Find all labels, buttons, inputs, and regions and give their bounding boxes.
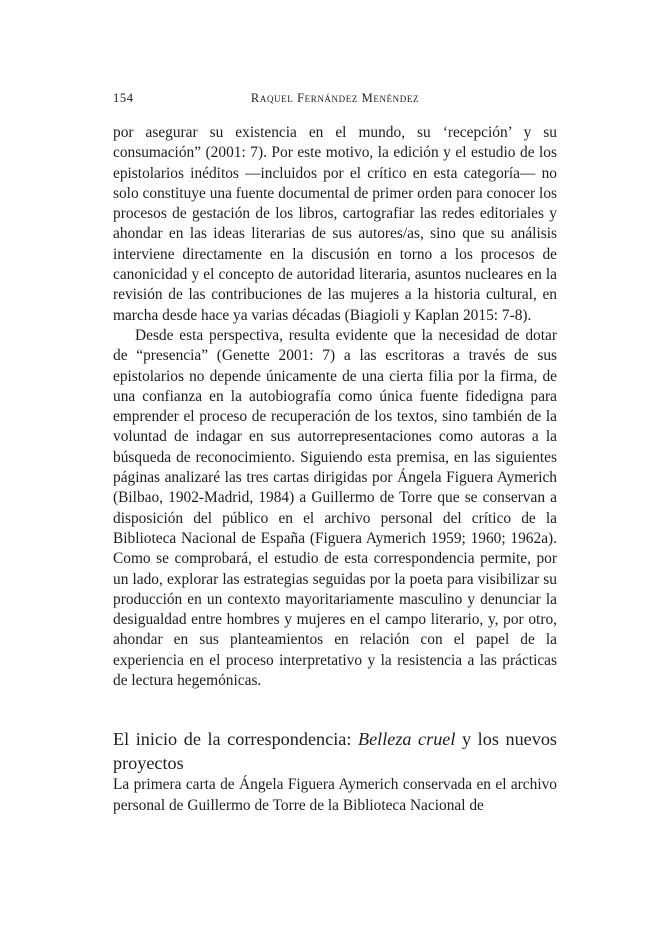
book-page (113, 91, 557, 816)
running-head (113, 91, 557, 113)
section-heading-text: El inicio de la correspondencia: (113, 729, 358, 750)
section-heading (113, 727, 557, 775)
paragraph-perspective: Desde esta perspectiva, resulta evidente que la necesidad de dotar de “presencia” (Genette 2001: 7) a las escritoras a través de sus epistolarios no depende únicamente de una cierta filia por la firma, de una confianza en la autobiografía como única fuente fidedigna para emprender el proceso de recuperación de los textos, sino también de la voluntad de indagar en sus autorrepresentaciones como autoras a la búsqueda de reconocimiento. Siguiendo esta premisa, en las siguientes páginas analizaré las tres cartas dirigidas por Ángela Figuera Aymerich (Bilbao, 1902-Madrid, 1984) a Guillermo de Torre que se conservan a disposición del público en el archivo personal del crítico de la Biblioteca Nacional de España (Figuera Aymerich 1959; 1960; 1962a). Como se comprobará, el estudio de esta correspondencia permite, por un lado, explorar las estrategias seguidas por la poeta para visibilizar su producción en un contexto mayoritariamente masculino y denunciar la desigualdad entre hombres y mujeres en el campo literario, y, por otro, ahondar en sus planteamientos en relación con el papel de la experiencia en el proceso interpretativo y la resistencia a las prácticas de lectura hegemónicas. (113, 326, 557, 690)
section-heading-text-end: y los nuevos proyectos (113, 729, 557, 774)
page-number: 154 (113, 91, 134, 105)
section-first-paragraph: La primera carta de Ángela Figuera Aymerich conservada en el archivo personal de Guillermo de Torre de la Biblioteca Nacional de (113, 776, 557, 814)
body-text (113, 123, 557, 816)
paragraph-continuation: por asegurar su existencia en el mundo, su ‘recepción’ y su consumación” (2001: 7). Por este motivo, la edición y el estudio de los epistolarios inéditos —incluidos por el crítico en esta categoría— no solo constituye una fuente documental de primer orden para conocer los procesos de gestación de los libros, cartografiar las redes editoriales y ahondar en las ideas literarias de sus autores/as, sino que su análisis interviene directamente en la discusión en torno a los procesos de canonicidad y el concepto de autoridad literaria, asuntos nucleares en la revisión de las contribuciones de las mujeres a la historia cultural, en marcha desde hace ya varias décadas (Biagioli y Kaplan 2015: 7-8). (113, 124, 557, 324)
author-running-head: Raquel Fernández Menéndez (250, 91, 420, 105)
section-heading-italic-title: Belleza cruel (357, 729, 456, 750)
